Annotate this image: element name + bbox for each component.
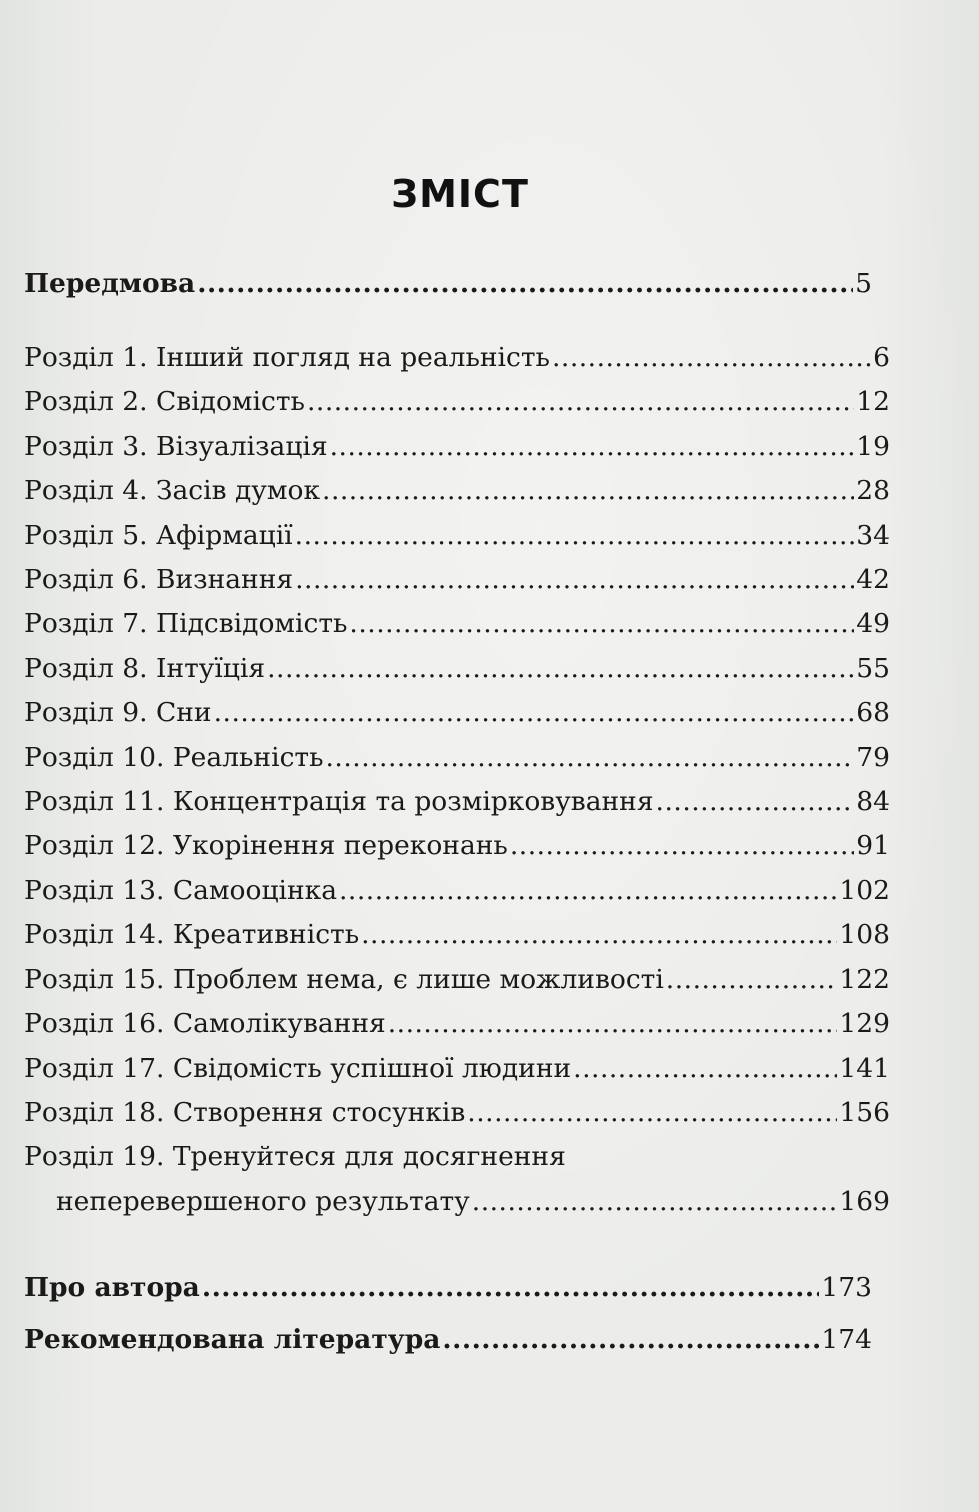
- toc-entry-about-author: [24, 1262, 890, 1314]
- dot-leader: [307, 380, 854, 424]
- dot-leader: [361, 913, 837, 957]
- toc-entry-chapter-2: [24, 380, 890, 424]
- toc-entry-page: 129: [839, 1008, 890, 1040]
- toc-entry-chapter-11: [24, 780, 890, 824]
- toc-entry-chapter-17: [24, 1047, 890, 1091]
- dot-leader: [202, 1262, 820, 1314]
- toc-entry-page: 102: [839, 874, 890, 906]
- toc-front-matter: [24, 262, 890, 306]
- toc-entry-chapter-6: [24, 558, 890, 602]
- toc-entry-page: 169: [839, 1185, 890, 1217]
- dot-leader: [656, 780, 855, 824]
- toc-entry-label: Розділ 5. Афірмації: [24, 519, 293, 551]
- toc-entry-page: 5: [855, 268, 872, 299]
- toc-entry-chapter-19: [24, 1135, 890, 1224]
- toc-entry-chapter-13: [24, 869, 890, 913]
- toc-entry-label-line2: неперевершеного результату: [56, 1185, 470, 1217]
- dot-leader: [295, 558, 854, 602]
- toc-entry-page: 141: [839, 1052, 890, 1084]
- toc-entry-label: Розділ 9. Сни: [24, 697, 212, 729]
- dot-leader: [349, 602, 854, 646]
- dot-leader: [666, 958, 838, 1002]
- toc-entry-label: Розділ 2. Свідомість: [24, 386, 305, 418]
- toc-entry-label: Розділ 3. Візуалізація: [24, 430, 328, 462]
- toc-entry-page: 68: [856, 697, 890, 729]
- toc-entry-page: 174: [821, 1324, 872, 1355]
- toc-entry-page: 6: [873, 342, 890, 373]
- toc-entry-page: 122: [839, 963, 890, 995]
- toc-entry-line2: [24, 1180, 890, 1224]
- toc-entry-page: 79: [856, 741, 890, 773]
- toc-entry-page: 108: [839, 919, 890, 951]
- toc-entry-label: Розділ 11. Концентрація та розмірковування: [24, 786, 654, 818]
- toc-entry-chapter-14: [24, 913, 890, 957]
- toc-entry-label: Розділ 6. Визнання: [24, 564, 294, 596]
- toc-entry-chapter-10: [24, 736, 890, 780]
- toc-entry-chapter-16: [24, 1002, 890, 1046]
- toc-entry-label-line1: Розділ 19. Тренуйтеся для досягнення: [24, 1141, 566, 1173]
- toc-entry-page: 19: [856, 430, 890, 462]
- dot-leader: [295, 514, 855, 558]
- toc-entry-chapter-5: [24, 514, 890, 558]
- dot-leader: [326, 736, 855, 780]
- dot-leader: [552, 336, 871, 380]
- toc-entry-page: 156: [839, 1096, 890, 1128]
- toc-entry-label: Розділ 13. Самооцінка: [24, 874, 337, 906]
- toc-entry-page: 55: [856, 652, 890, 684]
- toc-entry-recommended-reading: [24, 1314, 890, 1366]
- toc-entry-label: Розділ 16. Самолікування: [24, 1008, 386, 1040]
- toc-entry-label: Розділ 4. Засів думок: [24, 475, 321, 507]
- toc-entry-label: Передмова: [24, 268, 196, 299]
- toc-entry-chapter-8: [24, 647, 890, 691]
- toc-entry-label: Розділ 8. Інтуїція: [24, 652, 266, 684]
- toc-entry-label: Розділ 7. Підсвідомість: [24, 608, 348, 640]
- toc-entry-chapter-4: [24, 469, 890, 513]
- toc-entry-chapter-1: [24, 336, 890, 380]
- toc-entry-foreword: [24, 262, 890, 306]
- toc-entry-page: 49: [856, 608, 890, 640]
- toc-chapters: [24, 336, 890, 1224]
- dot-leader: [339, 869, 837, 913]
- toc-entry-page: 84: [856, 786, 890, 818]
- toc-entry-chapter-12: [24, 824, 890, 868]
- toc-entry-chapter-15: [24, 958, 890, 1002]
- toc-entry-chapter-7: [24, 602, 890, 646]
- dot-leader: [330, 425, 855, 469]
- dot-leader: [510, 824, 854, 868]
- toc-entry-page: 28: [856, 475, 890, 507]
- dot-leader: [573, 1047, 837, 1091]
- toc-entry-label: Розділ 17. Свідомість успішної людини: [24, 1052, 572, 1084]
- dot-leader: [442, 1314, 819, 1366]
- toc-back-matter: [24, 1262, 890, 1366]
- dot-leader: [197, 262, 853, 306]
- toc-entry-chapter-18: [24, 1091, 890, 1135]
- toc-entry-label: Розділ 15. Проблем нема, є лише можливості: [24, 963, 664, 995]
- dot-leader: [472, 1180, 838, 1224]
- dot-leader: [214, 691, 855, 735]
- dot-leader: [322, 469, 854, 513]
- toc-entry-chapter-3: [24, 425, 890, 469]
- toc-entry-page: 42: [856, 564, 890, 596]
- toc-entry-label: Рекомендована література: [24, 1324, 441, 1355]
- toc-entry-label: Розділ 14. Креативність: [24, 919, 360, 951]
- dot-leader: [267, 647, 854, 691]
- toc-entry-label: Розділ 1. Інший погляд на реальність: [24, 342, 550, 373]
- toc-entry-page: 91: [856, 830, 890, 862]
- toc-entry-label: Розділ 12. Укорінення переконань: [24, 830, 508, 862]
- toc-entry-page: 34: [856, 519, 890, 551]
- dot-leader: [467, 1091, 837, 1135]
- dot-leader: [388, 1002, 838, 1046]
- toc-entry-page: 173: [821, 1272, 872, 1303]
- toc-entry-page: 12: [856, 386, 890, 418]
- toc-entry-chapter-9: [24, 691, 890, 735]
- toc-entry-label: Про автора: [24, 1272, 200, 1303]
- page-title: ЗМІСТ: [391, 172, 529, 216]
- toc-entry-label: Розділ 10. Реальність: [24, 741, 324, 773]
- toc-entry-label: Розділ 18. Створення стосунків: [24, 1096, 466, 1128]
